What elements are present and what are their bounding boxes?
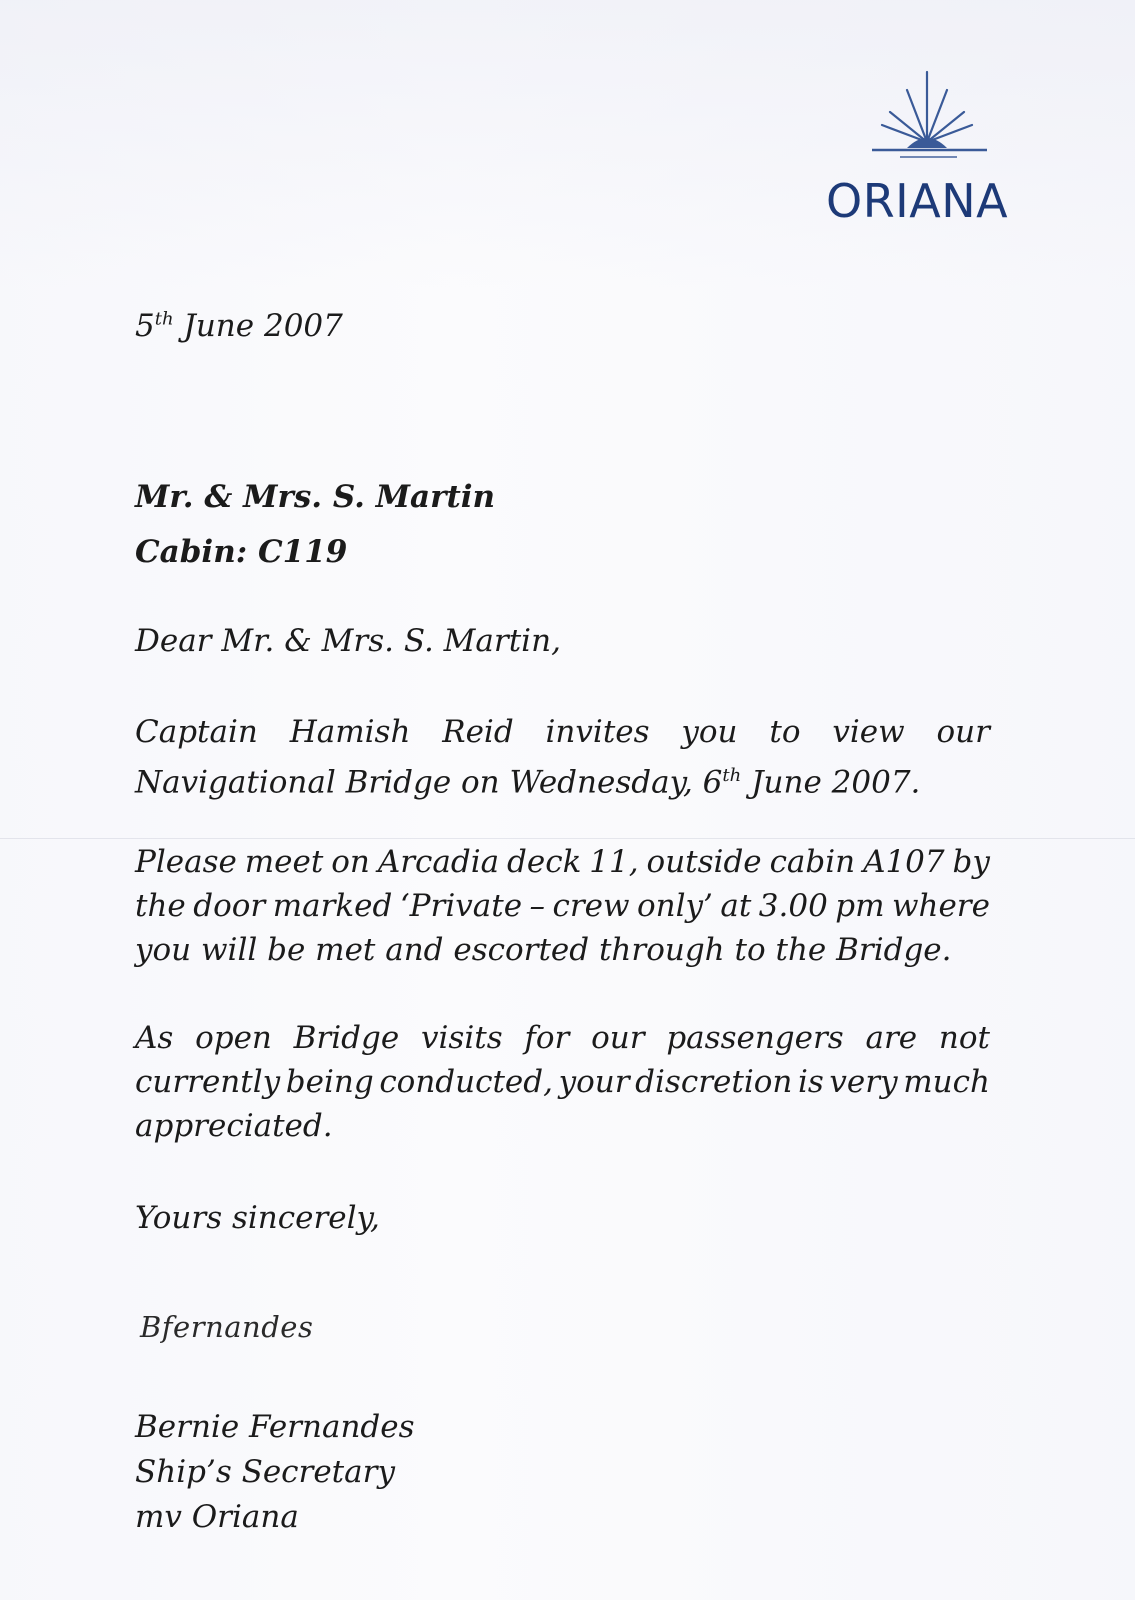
word: Arcadia bbox=[377, 844, 500, 880]
word: Please bbox=[135, 844, 237, 880]
paragraph-discretion bbox=[135, 1016, 990, 1148]
salutation: Dear Mr. & Mrs. S. Martin, bbox=[135, 623, 561, 659]
word: by bbox=[952, 844, 990, 880]
signer-block bbox=[135, 1405, 415, 1540]
word: A107 bbox=[863, 844, 945, 880]
word: on bbox=[331, 844, 370, 880]
oriana-logo bbox=[812, 70, 1047, 235]
word: passengers bbox=[666, 1020, 844, 1056]
paragraph-line: appreciated. bbox=[135, 1108, 333, 1144]
word: being bbox=[285, 1064, 374, 1100]
addressee-name: Mr. & Mrs. S. Martin bbox=[135, 479, 496, 515]
justified-line bbox=[135, 884, 990, 928]
paragraph-line: you will be met and escorted through to the Bridge. bbox=[135, 932, 952, 968]
sunburst-icon bbox=[852, 70, 1002, 170]
word: discretion bbox=[635, 1064, 793, 1100]
justified-line bbox=[135, 1060, 990, 1104]
paragraph-line bbox=[135, 754, 990, 804]
ordinal-suffix: th bbox=[722, 765, 742, 786]
word: crew bbox=[552, 888, 630, 924]
signer-ship: mv Oriana bbox=[135, 1499, 299, 1535]
word: pm bbox=[835, 888, 885, 924]
date-day: 5 bbox=[135, 308, 155, 344]
paragraph-invitation bbox=[135, 710, 990, 804]
word: cabin bbox=[769, 844, 856, 880]
word: are bbox=[865, 1020, 918, 1056]
line-text: June 2007. bbox=[741, 764, 921, 801]
word: view bbox=[832, 714, 905, 750]
word: much bbox=[903, 1064, 990, 1100]
date-month-year: June 2007 bbox=[173, 308, 343, 344]
paper-fold-line bbox=[0, 838, 1135, 839]
word: very bbox=[829, 1064, 898, 1100]
word: As bbox=[135, 1020, 174, 1056]
line-text: Navigational Bridge on Wednesday, 6 bbox=[135, 764, 723, 801]
word: Captain bbox=[135, 714, 258, 750]
word: invites bbox=[545, 714, 650, 750]
word: 11, bbox=[589, 844, 639, 880]
word: your bbox=[558, 1064, 630, 1100]
letter-date bbox=[135, 308, 343, 344]
word: you bbox=[681, 714, 738, 750]
justified-line bbox=[135, 710, 990, 754]
word: outside bbox=[646, 844, 762, 880]
word: open bbox=[195, 1020, 272, 1056]
word: ‘Private bbox=[399, 888, 523, 924]
justified-line bbox=[135, 840, 990, 884]
word: 3.00 bbox=[758, 888, 828, 924]
word: Hamish bbox=[289, 714, 411, 750]
word: for bbox=[524, 1020, 570, 1056]
date-suffix: th bbox=[154, 308, 174, 330]
word: – bbox=[529, 888, 546, 924]
closing: Yours sincerely, bbox=[135, 1200, 380, 1236]
word: deck bbox=[507, 844, 582, 880]
paragraph-meeting-point bbox=[135, 840, 990, 972]
brand-name: ORIANA bbox=[826, 174, 1009, 228]
signer-name: Bernie Fernandes bbox=[135, 1409, 415, 1445]
word: Reid bbox=[442, 714, 514, 750]
word: the bbox=[135, 888, 186, 924]
word: conducted, bbox=[379, 1064, 553, 1100]
word: marked bbox=[272, 888, 393, 924]
word: only’ bbox=[636, 888, 713, 924]
word: not bbox=[938, 1020, 990, 1056]
word: is bbox=[797, 1064, 824, 1100]
word: Bridge bbox=[293, 1020, 400, 1056]
word: where bbox=[891, 888, 990, 924]
word: currently bbox=[135, 1064, 281, 1100]
signer-title: Ship’s Secretary bbox=[135, 1454, 395, 1490]
word: at bbox=[720, 888, 752, 924]
signature: Bfernandes bbox=[140, 1310, 314, 1344]
addressee-block bbox=[135, 470, 495, 580]
justified-line bbox=[135, 1016, 990, 1060]
word: door bbox=[193, 888, 266, 924]
word: our bbox=[936, 714, 990, 750]
word: to bbox=[769, 714, 801, 750]
word: meet bbox=[244, 844, 324, 880]
addressee-cabin: Cabin: C119 bbox=[135, 534, 348, 570]
word: visits bbox=[420, 1020, 503, 1056]
word: our bbox=[591, 1020, 645, 1056]
